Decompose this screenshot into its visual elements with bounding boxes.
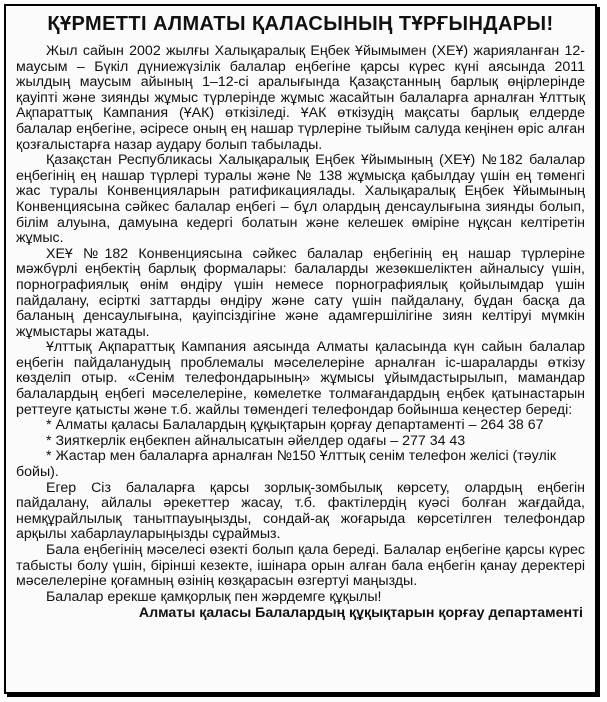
notice-title: ҚҰРМЕТТІ АЛМАТЫ ҚАЛАСЫНЫҢ ТҰРҒЫНДАРЫ!: [47, 13, 554, 35]
closing-slogan: Балалар ерекше қамқорлық пен жәрдемге құқылы!: [46, 588, 382, 605]
contact-item: * Алматы қаласы Балалардың құқықтарын қорғау департаменті – 264 38 67: [46, 417, 544, 434]
paragraph-worst-forms: ХЕҰ №182 Конвенциясына сәйкес балалар еңбегінің ең нашар түрлеріне мәжбүрлі еңбектің барлық формалары: балаларды жезөкшеліктен айналысу үшін, порнографиялық өнім өндіру үшін немесе порнографиялық қойылымдар үшін пайдалану, есірткі заттарды өндіру және сату үшін пайдалану, бұдан басқа да баланың денсаулығына, қауіпсіздігіне және адамгершілігіне зиян келтіруі мүмкін жұмыстары жатады.: [16, 245, 585, 340]
paragraph-campaign: Ұлттық Ақпараттық Кампания аясында Алматы қаласында күн сайын балалар еңбегін пайдаланудың проблемалы мәселелеріне арналған іс-шараларды өткізу көзделіп отыр. «Сенім телефондарының» жұмысы ұйымдастырылып, мамандар балалардың еңбегі мәселелеріне, көмелетке толмағандардың еңбек қатынастарын реттеуге қатысты және т.б. жайлы төмендегі телефондар бойынша кеңестер береді:: [16, 339, 585, 418]
contact-item: * Жастар мен балаларға арналған №150 Ұлттық сенім телефон желісі (тәулік бойы).: [16, 448, 557, 481]
contact-item: * Зияткерлік еңбекпен айналысатын әйелдер одағы – 277 34 43: [46, 432, 466, 449]
paragraph-relevance: Бала еңбегінің мәселесі өзекті болып қала береді. Балалар еңбегіне қарсы күрес табысты болу үшін, бірінші кезекте, ішінара орын алған бала еңбегін қанау деректері мәселелеріне қоғамның өзінің көзқарасын өзгертуі маңызды.: [16, 542, 585, 590]
paragraph-report-request: Егер Сіз балаларға қарсы зорлық-зомбылық көрсету, олардың еңбегін пайдалану, айлалы әрекеттер жасау, т.б. фактілердің куәсі болған жағдайда, немқұрайлылық танытпауыңызды, сондай-ақ жоғарыда көрсетілген телефондар арқылы хабарлауларыңызды сұраймыз.: [16, 479, 585, 543]
paragraph-intro: Жыл сайын 2002 жылғы Халықаралық Еңбек Ұйымымен (ХЕҰ) жарияланған 12-маусым – Бүкіл дүниежүзілік балалар еңбегіне қарсы күрес күні аясында 2011 жылдың маусым айының 1–12-сі аралығында Қазақстанның барлық өңірлерінде қауіпті және зиянды жұмыс түрлерінде жұмыс жасайтын балаларға арналған Ұлттық Ақпараттық Кампания (ҰАК) өткізіледі. ҰАК өткізудің мақсаты барлық елдерде балалар еңбегіне, әсіресе оның ең нашар түрлеріне тыйым салуда кеңінен өріс алған қозғалыстарға назар аудару болып табылады.: [16, 43, 585, 153]
notice-frame: [4, 4, 597, 694]
signature-line: Алматы қаласы Балалардың құқықтарын қорғау департаменті: [138, 605, 583, 622]
paragraph-conventions: Қазақстан Республикасы Халықаралық Еңбек Ұйымының (ХЕҰ) №182 балалар еңбегінің ең нашар түрлері туралы және № 138 жұмысқа қабылдау үшін ең төменгі жас туралы Конвенцияларын ратификациялады. Халықаралық Еңбек Ұйымының Конвенциясына сәйкес балалар еңбегі – бұл олардың денсаулығына зиянды болып, білім алуына, дамуына кедергі болатын және келешек өміріне нұқсан келтіретін жұмыс.: [16, 152, 585, 247]
